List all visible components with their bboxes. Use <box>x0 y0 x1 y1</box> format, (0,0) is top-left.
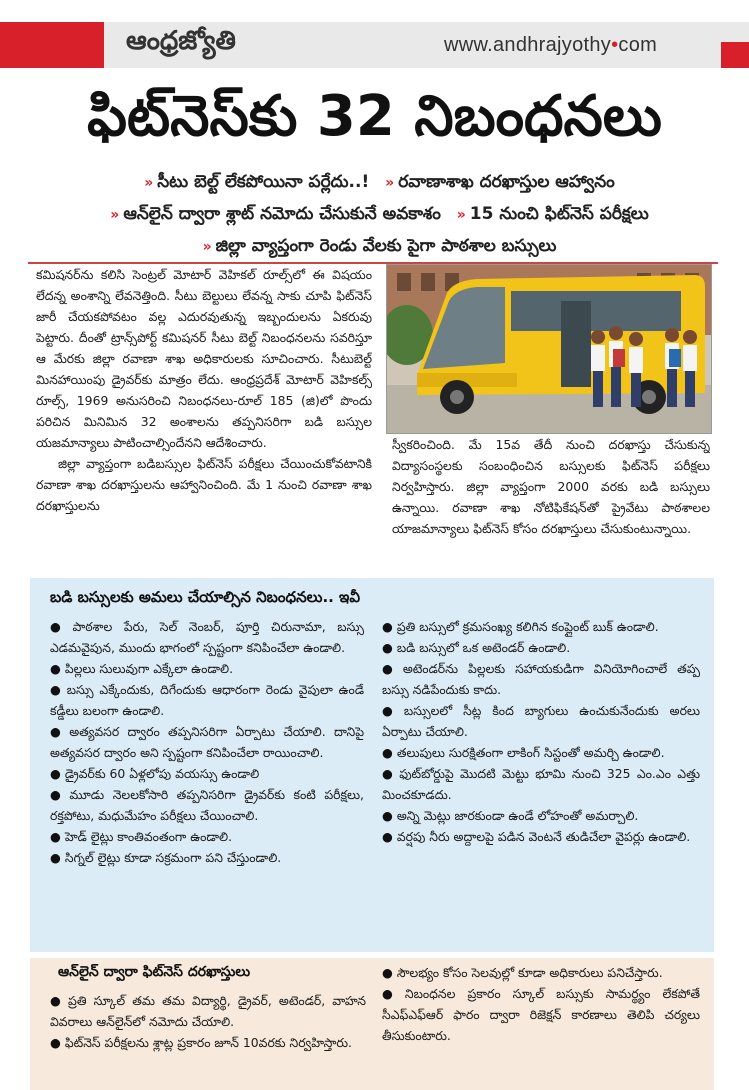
bullet-icon: ● <box>382 619 393 634</box>
bullet-icon: ● <box>50 724 66 739</box>
bullet-icon: ● <box>50 661 61 676</box>
rule-item: ● వర్షపు నీరు అద్దాలపై పడిన వెంటనే తుడిచేలా వైపర్లు ఉండాలి. <box>382 829 691 844</box>
rule-item: ● బస్సులలో సీట్ల కింద బ్యాగులు ఉంచుకునేందుకు అరలు ఏర్పాటు చేయాలి. <box>382 703 700 739</box>
bullet-icon: ● <box>382 640 393 655</box>
rule-item: ● అత్యవసర ద్వారం తప్పనిసరిగా ఏర్పాటు చేయాలి. దానిపై అత్యవసర ద్వారం అని స్పష్టంగా కనిపించేలా రాయించాలి. <box>50 724 364 760</box>
online-item: ● ఫిట్‌నెస్ పరీక్షలను శ్లాట్ల ప్రకారం జూన్ 10వరకు నిర్వహిస్తారు. <box>50 1035 352 1050</box>
rule-item: ● ఫుట్‌బోర్డుపై మొదటి మెట్టు భూమి నుంచి 325 ఎం.ఎం ఎత్తు మించకూడదు. <box>382 766 700 802</box>
online-applications-box <box>30 958 714 1090</box>
subhead-line-3 <box>0 236 749 260</box>
bullet-icon: ● <box>50 850 61 865</box>
article-right-column <box>392 434 710 574</box>
url-dot: • <box>611 34 619 56</box>
rule-item: ● సిగ్నల్ లైట్లు కూడా సక్రమంగా పని చేస్తుండాలి. <box>50 850 282 865</box>
rule-item: ● బస్సు ఎక్కేందుకు, దిగేందుకు ఆధారంగా రెండు వైపులా ఉండే కడ్డీలు బలంగా ఉండాలి. <box>50 682 364 718</box>
subhead-applications: రవాణాశాఖ దరఖాస్తుల ఆహ్వానం <box>398 172 615 192</box>
bullet-icon: ● <box>50 766 61 781</box>
rules-list-right <box>382 616 700 946</box>
school-bus-photo <box>386 264 712 434</box>
bullet-icon: ● <box>382 986 401 1001</box>
subhead-line-1 <box>0 172 749 196</box>
bullet-icon: ● <box>50 1035 61 1050</box>
masthead-red-block-right <box>721 42 749 68</box>
bullet-icon: ● <box>382 766 396 781</box>
rules-box <box>30 578 714 952</box>
bullet-icon: ● <box>382 661 399 676</box>
bullet-icon: ● <box>50 682 63 697</box>
subhead-seatbelt: సీటు బెల్ట్ లేకపోయినా పర్లేదు..! <box>157 172 370 192</box>
bullet-icon: ● <box>382 965 393 980</box>
online-list-right <box>382 962 700 1086</box>
rule-item: ● అటెండర్‌ను పిల్లలకు సహాయకుడిగా వినియోగించాలే తప్ప బస్సు నడిపేందుకు కాదు. <box>382 661 700 697</box>
online-title: ఆన్‌లైన్ ద్వారా ఫిట్‌నెస్ దరఖాస్తులు <box>58 964 251 980</box>
newspaper-logo: ఆంధ్రజ్యోతి <box>126 26 236 56</box>
article-paragraph-2: జిల్లా వ్యాప్తంగా బడిబస్సుల ఫిట్‌నెస్ పరీక్షలు చేయించుకోవటానికి రవాణా శాఖ దరఖాస్తులను ఆహ్వానించింది. మే 1 నుంచి రవాణా శాఖ దరఖాస్తులను <box>36 456 372 513</box>
bullet-icon: ● <box>50 787 66 802</box>
online-list-left <box>50 990 366 1086</box>
subhead-district-buses: జిల్లా వ్యాప్తంగా రెండు వేలకు పైగా పాఠశాల బస్సులు <box>215 236 557 256</box>
rule-item: ● హెడ్ లైట్లు కాంతివంతంగా ఉండాలి. <box>50 829 233 844</box>
rules-list-left <box>50 616 364 946</box>
arrow-icon: » <box>144 175 154 191</box>
rule-item: ● బడి బస్సులో ఒక అటెండర్ ఉండాలి. <box>382 640 571 655</box>
article-left-column <box>36 264 372 574</box>
bullet-icon: ● <box>382 808 393 823</box>
subhead-online-slot: ఆన్‌లైన్ ద్వారా శ్లాట్ నమోదు చేసుకునే అవకాశం <box>123 204 441 224</box>
rule-item: ● పాఠశాల పేరు, సెల్ నెంబర్, పూర్తి చిరునామా, బస్సు ఎడమవైపున, ముందు భాగంలో స్పష్టంగా కనిపించేలా ఉండాలి. <box>50 619 364 655</box>
arrow-icon: » <box>456 207 466 223</box>
rule-item: ● డ్రైవర్‌కు 60 ఏళ్లలోపు వయస్సు ఉండాలి <box>50 766 260 781</box>
subhead-fitness-tests: 15 నుంచి ఫిట్‌నెస్ పరీక్షలు <box>469 204 649 224</box>
bullet-icon: ● <box>50 829 61 844</box>
arrow-icon: » <box>202 239 212 255</box>
online-item: ● నిబంధనల ప్రకారం స్కూల్ బస్సుకు సామర్థ్యం లేకపోతే సీఎఫ్ఎఫ్ఆర్ ఫారం ద్వారా రిజెక్షన్ కారణాలు తెలిపి చర్యలు తీసుకుంటారు. <box>382 986 700 1043</box>
bullet-icon: ● <box>50 619 69 634</box>
arrow-icon: » <box>110 207 120 223</box>
rule-item: ● తలుపులు సురక్షితంగా లాకింగ్ సిస్టంతో అమర్చి ఉండాలి. <box>382 745 665 760</box>
rule-item: ● పిల్లలు సులువుగా ఎక్కేలా ఉండాలి. <box>50 661 234 676</box>
rule-item: ● మూడు నెలలకోసారి తప్పనిసరిగా డ్రైవర్‌కు కంటి పరీక్షలు, రక్తపోటు, మధుమేహం పరీక్షలు చేయించాలి. <box>50 787 364 823</box>
rules-title: బడి బస్సులకు అమలు చేయాల్సిన నిబంధనలు.. ఇవీ <box>50 588 361 606</box>
subhead-line-2 <box>0 204 749 228</box>
bullet-icon: ● <box>382 703 400 718</box>
rule-item: ● అన్ని మెట్లు జారకుండా ఉండే లోహంతో అమర్చాలి. <box>382 808 639 823</box>
arrow-icon: » <box>385 175 395 191</box>
newspaper-url <box>444 34 657 57</box>
article-paragraph-3: స్వీకరించింది. మే 15వ తేదీ నుంచి దరఖాస్తు చేసుకున్న విద్యాసంస్థలకు సంబంధించిన బస్సులకు ఫిట్‌నెస్ పరీక్షలు నిర్వహిస్తారు. జిల్లా వ్యాప్తంగా 2000 వరకు బడి బస్సులు ఉన్నాయి. రవాణా శాఖ నోటిఫికేషన్‌తో ప్రైవేటు పాఠశాలల యాజమాన్యాలు ఫిట్‌నెస్ కోసం దరఖాస్తులు చేసుకుంటున్నాయి. <box>392 437 710 536</box>
online-item: ● సౌలభ్యం కోసం సెలవుల్లో కూడా అధికారులు పనిచేస్తారు. <box>382 965 663 980</box>
article-paragraph-1: కమిషనర్‌ను కలిసి సెంట్రల్ మోటార్ వెహికల్ రూల్స్‌లో ఈ విషయం లేదన్న అంశాన్ని లేవనెత్తింది. సీటు బెల్టులు లేవన్న సాకు చూపి ఫిట్‌నెస్ జారీ చేయకపోవటం వల్ల ఎదురవుతున్న ఇబ్బందులను ఏకరువు పెట్టారు. దీంతో ట్రాన్స్‌పోర్ట్ కమిషనర్ సీటు బెల్ట్ నిబంధనలను సవరిస్తూ ఆ మేరకు జిల్లా రవాణా శాఖ అధికారులకు సూచించారు. సీటుబెల్ట్ మినహాయింపు డ్రైవర్‌కు మాత్రం లేదు. ఆంధ్రప్రదేశ్ మోటార్ వెహికల్స్ రూల్స్, 1969 అనుసరించి నిబంధనలు-రూల్ 185 (జి)లో పొందు పరిచిన మినిమిన 32 అంశాలను తప్పనిసరిగా బడి బస్సుల యజమాన్యాలు పాటించాల్సిందేనని ఆదేశించారు. <box>36 267 372 450</box>
masthead-red-block-left <box>0 22 104 68</box>
url-left: www.andhrajyothy <box>444 34 612 56</box>
bullet-icon: ● <box>382 745 393 760</box>
bullet-icon: ● <box>382 829 393 844</box>
url-right: com <box>618 34 658 56</box>
bullet-icon: ● <box>50 993 65 1008</box>
rule-item: ● ప్రతి బస్సులో క్రమసంఖ్య కలిగిన కంప్లైంట్ బుక్ ఉండాలి. <box>382 619 659 634</box>
headline: ఫిట్‌నెస్‌కు 32 నిబంధనలు <box>87 84 662 149</box>
online-item: ● ప్రతి స్కూల్ తమ తమ విద్యార్థి, డ్రైవర్, అటెండర్, వాహన వివరాలు ఆన్‌లైన్‌లో నమోదు చేయాలి. <box>50 993 366 1029</box>
